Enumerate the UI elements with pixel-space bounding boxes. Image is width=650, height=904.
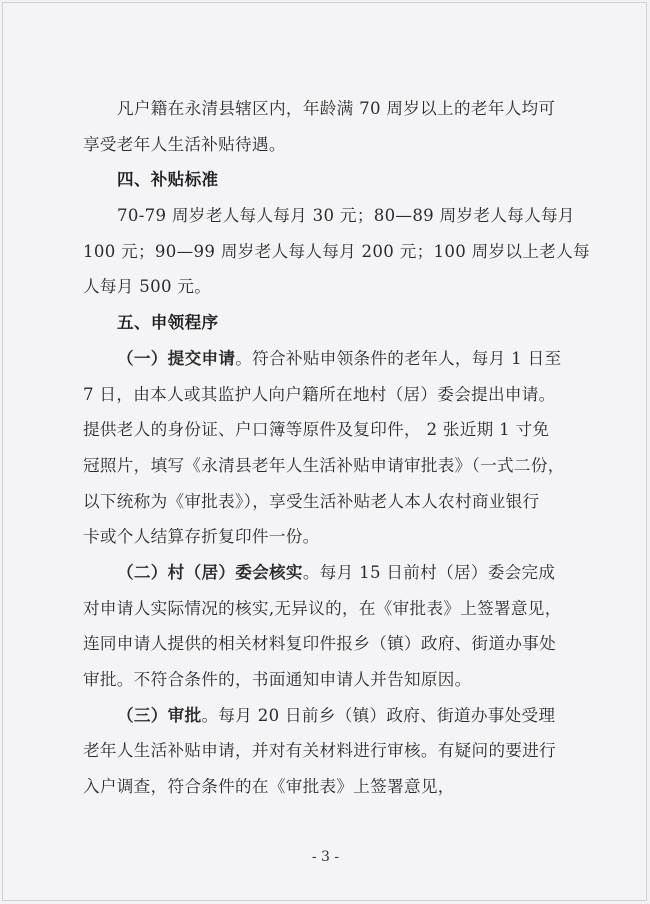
line-text: 连同申请人提供的相关材料复印件报乡（镇）政府、街道办事处	[83, 634, 557, 654]
text-line	[83, 662, 583, 698]
line-text: 。符合补贴申领条件的老年人，每月 1 日至	[235, 348, 562, 368]
line-text: 享受老年人生活补贴待遇。	[83, 134, 286, 154]
text-line	[83, 198, 583, 234]
text-line	[83, 519, 583, 555]
text-line	[83, 484, 583, 520]
text-line	[83, 412, 583, 448]
text-line	[83, 269, 583, 305]
line-text: 冠照片，填写《永清县老年人生活补贴申请审批表》（一式二份，	[83, 455, 565, 475]
text-line	[83, 127, 583, 163]
text-line	[83, 698, 583, 734]
line-text: 卡或个人结算存折复印件一份。	[83, 527, 320, 547]
line-text: 提供老人的身份证、户口簿等原件及复印件， 2 张近期 1 寸免	[83, 420, 550, 440]
text-line	[83, 91, 583, 127]
line-text: 。每月 15 日前村（居）委会完成	[302, 562, 556, 582]
text-line	[83, 448, 583, 484]
section-heading-text: 五、申领程序	[117, 313, 219, 333]
section-heading-text: 四、补贴标准	[117, 170, 219, 190]
section-heading	[83, 305, 583, 341]
text-line	[83, 769, 583, 805]
text-line	[83, 626, 583, 662]
text-line	[83, 733, 583, 769]
document-page	[2, 2, 647, 901]
line-text: 以下统称为《审批表》），享受生活补贴老人本人农村商业银行	[83, 491, 540, 511]
page-number: - 3 -	[311, 849, 340, 865]
line-text: 100 元；90—99 周岁老人每人每月 200 元；100 周岁以上老人每	[83, 241, 590, 261]
text-line	[83, 234, 590, 270]
document-body	[83, 91, 590, 805]
subsection-label: （一）提交申请	[117, 347, 236, 368]
line-text: 人每月 500 元。	[83, 277, 212, 297]
line-text: 凡户籍在永清县辖区内，年龄满 70 周岁以上的老年人均可	[117, 99, 556, 118]
line-text: 老年人生活补贴申请，并对有关材料进行审核。有疑问的要进行	[83, 741, 557, 761]
line-text: 70-79 周岁老人每人每月 30 元；80—89 周岁老人每人每月	[117, 206, 575, 226]
subsection-label: （三）审批	[117, 704, 202, 725]
line-text: 审批。不符合条件的，书面通知申请人并告知原因。	[83, 670, 472, 689]
line-text: 。每月 20 日前乡（镇）政府、街道办事处受理	[201, 705, 556, 725]
line-text: 7 日，由本人或其监护人向户籍所在地村（居）委会提出申请。	[83, 384, 556, 404]
text-line	[83, 377, 583, 413]
text-line	[83, 591, 583, 627]
subsection-label: （二）村（居）委会核实	[117, 561, 303, 582]
line-text: 入户调查，符合条件的在《审批表》上签署意见，	[83, 777, 455, 797]
text-line	[83, 555, 583, 591]
section-heading	[83, 162, 583, 198]
text-line	[83, 341, 583, 377]
line-text: 对申请人实际情况的核实,无异议的，在《审批表》上签署意见，	[83, 598, 562, 618]
